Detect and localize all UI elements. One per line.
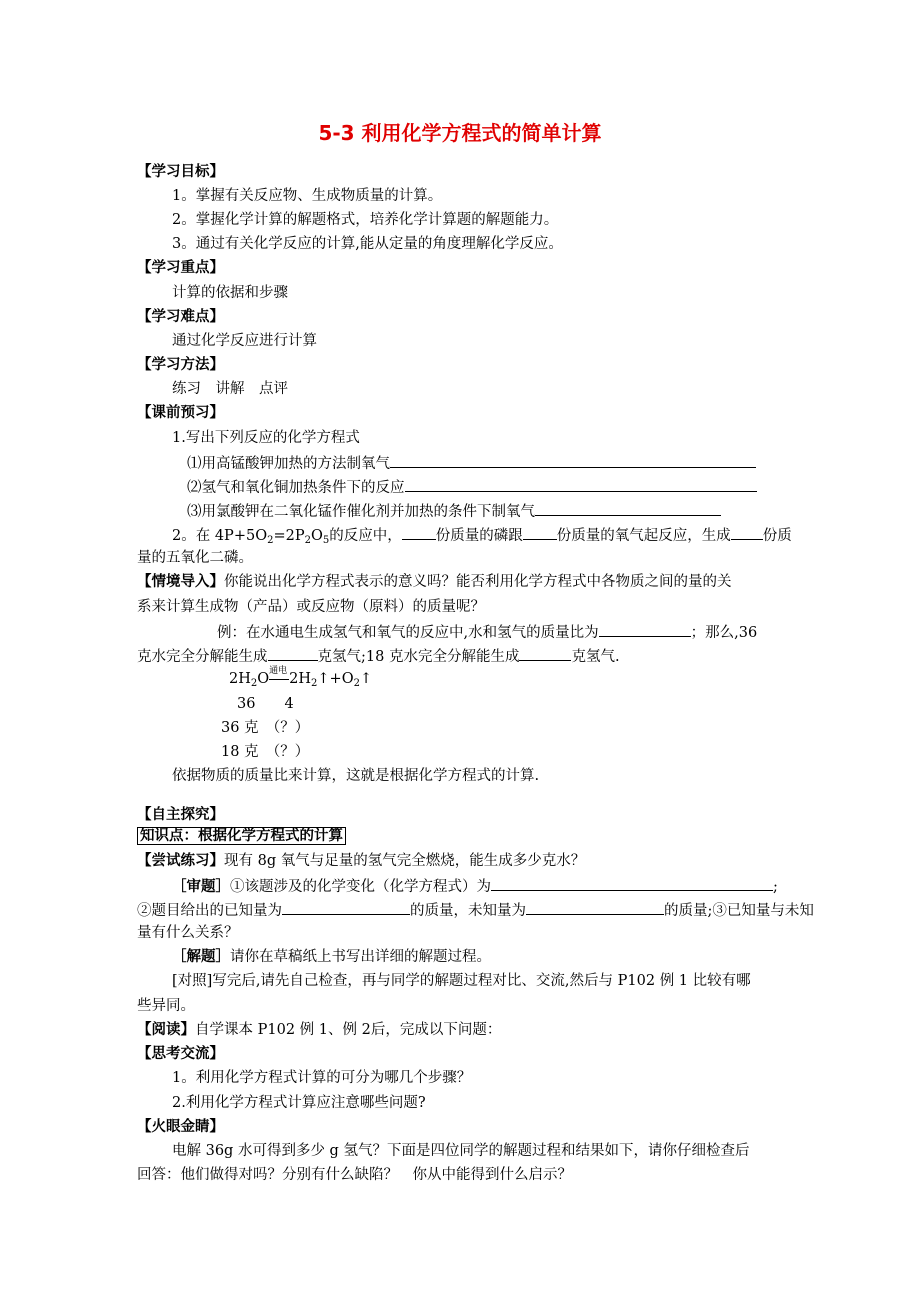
difficulty-header: 【学习难点】 bbox=[137, 309, 224, 325]
review-line3: 量有什么关系？ bbox=[137, 925, 239, 941]
knowledge-point: 知识点：根据化学方程式的计算 bbox=[137, 826, 346, 846]
mass-ratio-row: 36 4 bbox=[237, 696, 294, 712]
key-point-header: 【学习重点】 bbox=[137, 260, 224, 276]
check-line2: 回答：他们做得对吗？分别有什么缺陷？ 你从中能得到什么启示？ bbox=[137, 1167, 572, 1183]
preview-sub1: ⑴用高锰酸钾加热的方法制氧气 bbox=[187, 452, 756, 474]
method-text: 练习 讲解 点评 bbox=[172, 381, 288, 397]
intro-line1: 【情境导入】你能说出化学方程式表示的意义吗？能否利用化学方程式中各物质之间的量的关 bbox=[137, 574, 732, 590]
preview-q1: 1.写出下列反应的化学方程式 bbox=[172, 430, 360, 446]
read-line: 【阅读】自学课本 P102 例 1、例 2后，完成以下问题： bbox=[137, 1022, 502, 1038]
preview-q2-cont: 量的五氧化二磷。 bbox=[137, 550, 253, 566]
preview-q2: 2。在 $4P+5O_2=2P_2O_5$的反应中， 份质量的磷跟 份质量的氧气起反应，生成 份质 bbox=[172, 524, 792, 551]
intro-example-1: 例：在水通电生成氢气和氧气的反应中,水和氢气的质量比为 ；那么,36 bbox=[217, 621, 757, 643]
try-practice: 【尝试练习】现有 8g 氧气与足量的氢气完全燃烧，能生成多少克水？ bbox=[137, 853, 586, 869]
review-line1: ［审题］①该题涉及的化学变化（化学方程式）为 ; bbox=[172, 875, 778, 897]
key-point-text: 计算的依据和步骤 bbox=[172, 285, 288, 301]
review-line2: ②题目给出的已知量为 的质量，未知量为 的质量;③已知量与未知 bbox=[137, 899, 814, 921]
think-header: 【思考交流】 bbox=[137, 1046, 224, 1062]
solve-line: ［解题］请你在草稿纸上书写出详细的解题过程。 bbox=[172, 949, 491, 965]
goals-header: 【学习目标】 bbox=[137, 164, 224, 180]
page-title: 5-3 利用化学方程式的简单计算 bbox=[318, 121, 602, 145]
think-q2: 2.利用化学方程式计算应注意哪些问题? bbox=[172, 1095, 426, 1111]
think-q1: 1。利用化学方程式计算的可分为哪几个步骤？ bbox=[172, 1070, 472, 1086]
mass-row: 36 克 （？） bbox=[221, 720, 310, 736]
reaction-condition: 通电 bbox=[269, 669, 289, 689]
goal-item: 3。通过有关化学反应的计算,能从定量的角度理解化学反应。 bbox=[172, 236, 563, 252]
check-header: 【火眼金睛】 bbox=[137, 1119, 224, 1135]
preview-sub3: ⑶用氯酸钾在二氧化锰作催化剂并加热的条件下制氧气 bbox=[187, 500, 721, 522]
check-line1: 电解 36g 水可得到多少 g 氢气？下面是四位同学的解题过程和结果如下，请你仔细检查后 bbox=[172, 1143, 750, 1159]
intro-example-2: 克水完全分解能生成 克氢气;18 克水完全分解能生成 克氢气. bbox=[137, 645, 620, 667]
goal-item: 1。掌握有关反应物、生成物质量的计算。 bbox=[172, 188, 443, 204]
explore-header: 【自主探究】 bbox=[137, 807, 224, 823]
difficulty-text: 通过化学反应进行计算 bbox=[172, 333, 317, 349]
preview-sub2: ⑵氢气和氧化铜加热条件下的反应 bbox=[187, 476, 757, 498]
mass-row: 18 克 （？） bbox=[221, 744, 310, 760]
equation: $2H_2O$ 通电 $2H_2↑+O_2↑$ bbox=[229, 666, 373, 689]
intro-line2: 系来计算生成物（产品）或反应物（原料）的质量呢？ bbox=[137, 599, 485, 615]
goal-item: 2。掌握化学计算的解题格式，培养化学计算题的解题能力。 bbox=[172, 212, 559, 228]
intro-conclusion: 依据物质的质量比来计算，这就是根据化学方程式的计算. bbox=[172, 768, 540, 784]
preview-header: 【课前预习】 bbox=[137, 405, 224, 421]
compare-line2: 些异同。 bbox=[137, 998, 195, 1014]
compare-line: [对照]写完后,请先自己检查，再与同学的解题过程对比、交流,然后与 P102 例 1 比较有哪 bbox=[172, 973, 751, 989]
method-header: 【学习方法】 bbox=[137, 357, 224, 373]
